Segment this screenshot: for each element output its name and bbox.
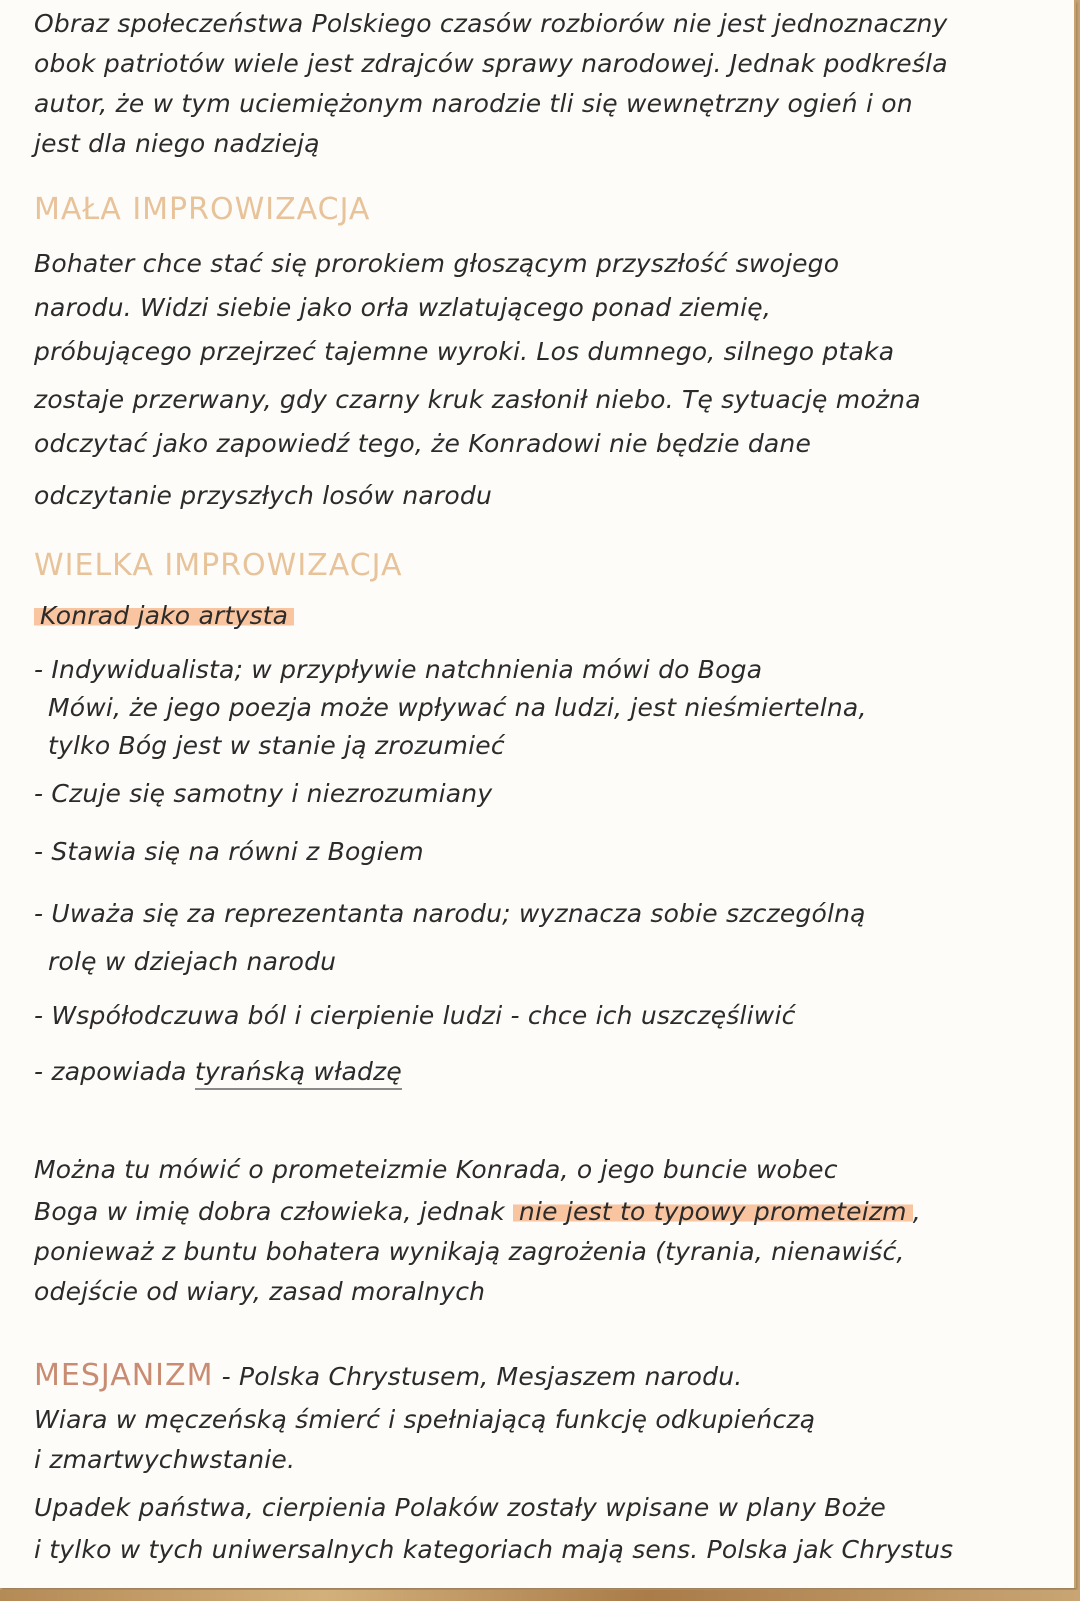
prometeizm-line: Można tu mówić o prometeizmie Konrada, o jego buncie wobec <box>34 1155 838 1184</box>
mala-line: Bohater chce stać się prorokiem głoszącym przyszłość swojego <box>34 249 840 278</box>
mala-line: odczytać jako zapowiedź tego, że Konradowi nie będzie dane <box>34 429 812 458</box>
bullet-continuation: Mówi, że jego poezja może wpływać na ludzi, jest nieśmiertelna, <box>48 693 867 722</box>
intro-line: obok patriotów wiele jest zdrajców sprawy narodowej. Jednak podkreśla <box>34 49 948 78</box>
intro-line: autor, że w tym uciemiężonym narodzie tli się wewnętrzny ogień i on <box>34 89 913 118</box>
mala-line: próbującego przejrzeć tajemne wyroki. Los dumnego, silnego ptaka <box>34 337 895 366</box>
heading-mesjanizm: MESJANIZM <box>34 1358 214 1393</box>
bullet-continuation: tylko Bóg jest w stanie ją zrozumieć <box>48 731 505 760</box>
bullet-item <box>34 1056 402 1088</box>
prometeizm-line: ponieważ z buntu bohatera wynikają zagrożenia (tyrania, nienawiść, <box>34 1237 905 1266</box>
mesjanizm-line: Upadek państwa, cierpienia Polaków zostały wpisane w plany Boże <box>34 1493 887 1522</box>
intro-line: jest dla niego nadzieją <box>34 129 320 158</box>
mesjanizm-line: Wiara w męczeńską śmierć i spełniającą funkcję odkupieńczą <box>34 1405 816 1434</box>
mesjanizm-definition: - Polska Chrystusem, Mesjaszem narodu. <box>213 1362 743 1391</box>
prometeizm-prefix: Boga w imię dobra człowieka, jednak <box>34 1197 513 1226</box>
mala-line: zostaje przerwany, gdy czarny kruk zasłonił niebo. Tę sytuację można <box>34 385 921 414</box>
highlighted-phrase: nie jest to typowy prometeizm <box>513 1197 913 1226</box>
bullet-item: - Uważa się za reprezentanta narodu; wyznacza sobie szczególną <box>34 899 866 928</box>
prometeizm-line <box>34 1196 921 1228</box>
intro-line: Obraz społeczeństwa Polskiego czasów rozbiorów nie jest jednoznaczny <box>34 9 948 38</box>
mesjanizm-line: i tylko w tych uniwersalnych kategoriach mają sens. Polska jak Chrystus <box>34 1535 954 1564</box>
mala-line: narodu. Widzi siebie jako orła wzlatującego ponad ziemię, <box>34 293 771 322</box>
wooden-desk-surface <box>0 1590 1080 1601</box>
heading-mala-improwizacja: MAŁA IMPROWIZACJA <box>34 192 371 227</box>
bullet-item: - Czuje się samotny i niezrozumiany <box>34 779 493 808</box>
heading-wielka-improwizacja: WIELKA IMPROWIZACJA <box>34 548 403 583</box>
mesjanizm-heading-line <box>34 1360 742 1393</box>
underlined-phrase: tyrańską władzę <box>195 1057 402 1090</box>
bullet-continuation: rolę w dziejach narodu <box>48 947 337 976</box>
bullet-item: - Współodczuwa ból i cierpienie ludzi - chce ich uszczęśliwić <box>34 1001 796 1030</box>
bullet-prefix: - zapowiada <box>34 1057 195 1086</box>
prometeizm-line: odejście od wiary, zasad moralnych <box>34 1277 486 1306</box>
mesjanizm-line: i zmartwychwstanie. <box>34 1445 296 1474</box>
bullet-item: - Stawia się na równi z Bogiem <box>34 837 424 866</box>
highlighted-subheading: Konrad jako artysta <box>34 601 294 630</box>
mala-line: odczytanie przyszłych losów narodu <box>34 481 492 510</box>
subheading-konrad-artysta <box>34 600 294 632</box>
bullet-item: - Indywidualista; w przypływie natchnienia mówi do Boga <box>34 655 763 684</box>
prometeizm-suffix: , <box>912 1197 921 1226</box>
